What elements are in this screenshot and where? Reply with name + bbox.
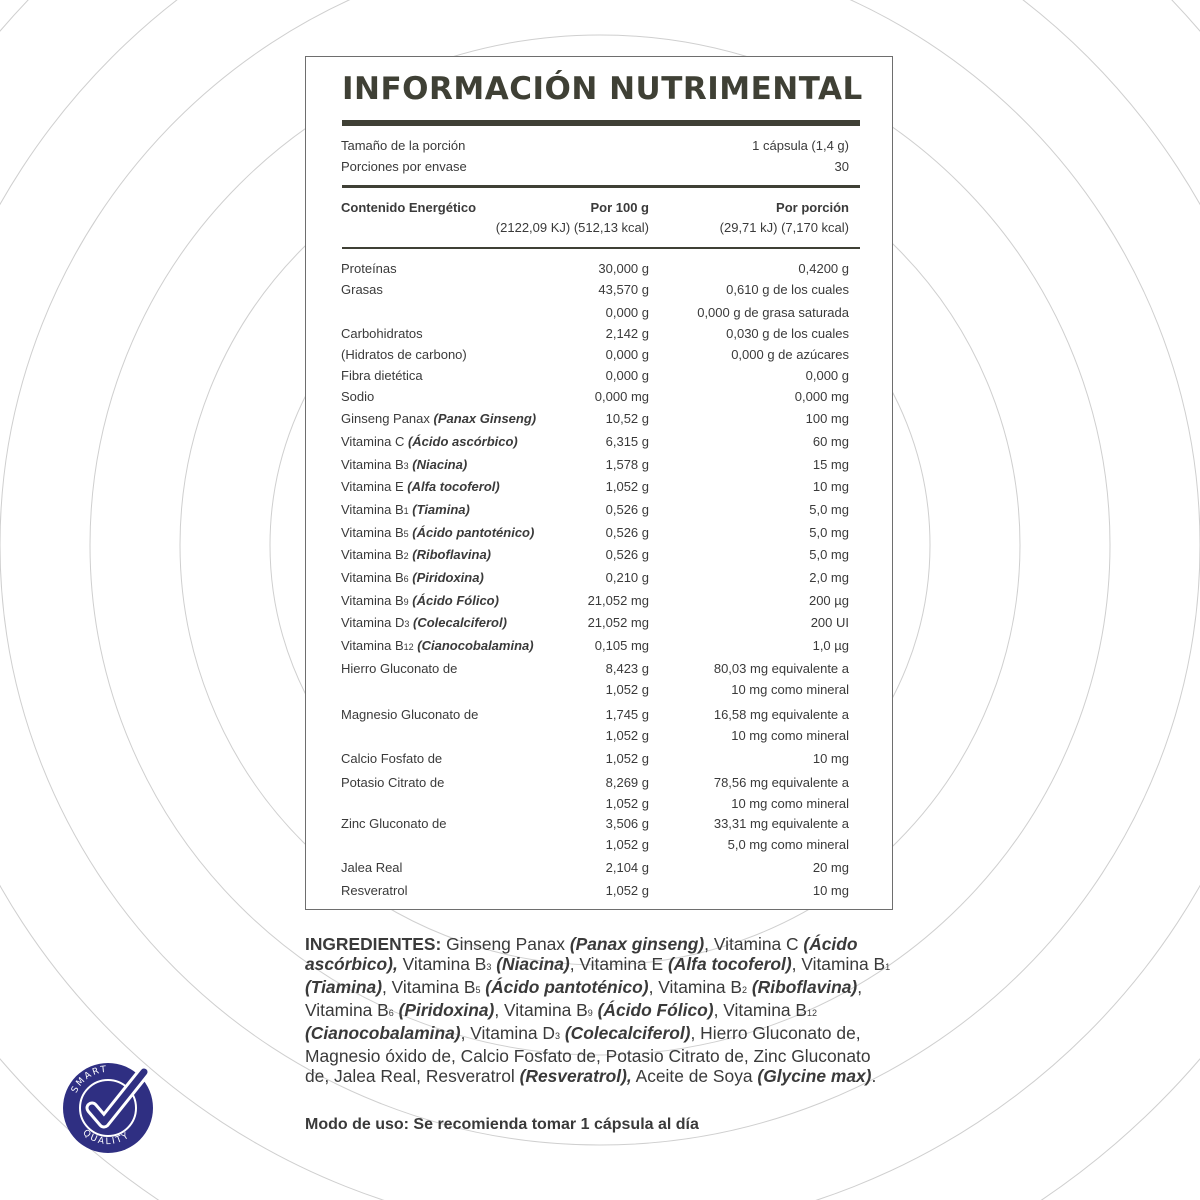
nutrient-perserving: 15 mg <box>812 457 849 472</box>
nutrient-name <box>341 638 534 655</box>
nutrient-perserving: 0,000 g de azúcares <box>731 347 849 362</box>
ingredient-text: Ginseng Panax <box>441 934 570 954</box>
serving-divider <box>342 185 860 188</box>
nutrient-name <box>341 525 534 542</box>
nutrient-name-text: Resveratrol <box>341 883 408 898</box>
ingredient-text: , Hierro Gluconato de, Magnesio óxido de, Calcio Fosfato de, Potasio Citrato de, Zinc Gluconato de, Jalea Real, Resveratrol <box>305 1023 871 1086</box>
nutrient-name-text: Grasas <box>341 282 383 297</box>
nutrient-subscript: 3 <box>403 461 409 471</box>
nutrient-name <box>341 389 374 405</box>
nutrient-per100: 10,52 g <box>605 411 649 426</box>
nutrient-name <box>341 261 397 277</box>
nutrient-name <box>341 479 500 495</box>
nutrient-per100: 2,104 g <box>605 860 649 875</box>
nutrient-subscript: 3 <box>404 619 410 629</box>
nutrient-perserving: 5,0 mg <box>809 547 849 562</box>
nutrient-name-text: Sodio <box>341 389 375 404</box>
nutrient-per100: 6,315 g <box>605 434 649 449</box>
nutrient-scientific-name: (Piridoxina) <box>412 570 484 585</box>
nutrient-name <box>341 593 499 610</box>
nutrient-scientific-name: (Alfa tocoferol) <box>407 479 500 494</box>
nutrient-per100: 30,000 g <box>598 261 649 276</box>
header-divider <box>342 247 860 249</box>
ingredient-scientific-name: (Resveratrol), <box>519 1066 632 1086</box>
nutrient-per100: 1,578 g <box>605 457 649 472</box>
nutrient-per100: 1,052 g <box>605 682 649 697</box>
ingredient-subscript: 3 <box>486 962 492 972</box>
ingredient-text: , Vitamina B <box>713 1000 808 1020</box>
nutrient-name <box>341 502 470 519</box>
per100-label: Por 100 g <box>590 200 649 215</box>
nutrient-per100: 1,052 g <box>605 751 649 766</box>
servings-count-value: 30 <box>834 159 849 174</box>
nutrient-perserving: 200 UI <box>810 615 849 630</box>
title-divider <box>342 120 860 126</box>
ingredient-text: , Vitamina B <box>494 1000 588 1020</box>
nutrient-perserving: 10 mg <box>812 751 849 766</box>
perserving-energy: (29,71 kJ) (7,170 kcal) <box>719 220 849 235</box>
serving-size-value: 1 cápsula (1,4 g) <box>752 138 849 153</box>
nutrient-per100: 1,052 g <box>605 883 649 898</box>
ingredients-lead: INGREDIENTES: <box>305 934 442 954</box>
ingredient-subscript: 6 <box>388 1008 394 1018</box>
nutrient-perserving: 10 mg como mineral <box>731 728 849 743</box>
ingredient-text: , Vitamina C <box>704 934 804 954</box>
nutrient-per100: 2,142 g <box>605 326 649 341</box>
panel-title: INFORMACIÓN NUTRIMENTAL <box>342 71 863 107</box>
nutrient-name <box>341 347 467 363</box>
nutrient-per100: 0,526 g <box>605 525 649 540</box>
nutrient-perserving: 100 mg <box>805 411 849 426</box>
ingredient-scientific-name: (Glycine max) <box>757 1066 872 1086</box>
nutrient-perserving: 0,000 g de grasa saturada <box>697 305 849 320</box>
nutrient-perserving: 0,030 g de los cuales <box>726 326 849 341</box>
ingredient-text: . <box>871 1066 877 1086</box>
nutrient-name-text: Proteínas <box>341 261 397 276</box>
nutrient-name-text: Vitamina E <box>341 479 404 494</box>
nutrient-name-text: Potasio Citrato de <box>341 775 445 790</box>
nutrient-name <box>341 457 467 474</box>
nutrient-per100: 1,052 g <box>605 837 649 852</box>
nutrient-name <box>341 816 447 832</box>
nutrient-scientific-name: (Riboflavina) <box>412 547 492 562</box>
nutrient-name <box>341 368 423 384</box>
nutrient-name <box>341 434 518 450</box>
nutrient-perserving: 5,0 mg <box>809 525 849 540</box>
nutrient-name <box>341 751 442 767</box>
nutrient-perserving: 78,56 mg equivalente a <box>713 775 849 790</box>
usage-instructions: Modo de uso: Se recomienda tomar 1 cápsula al día <box>305 1116 699 1133</box>
nutrient-subscript: 1 <box>403 506 409 516</box>
ingredient-text: Aceite de Soya <box>631 1066 758 1086</box>
nutrient-name-text: (Hidratos de carbono) <box>341 347 467 362</box>
nutrient-name-text: Vitamina B <box>341 457 404 472</box>
nutrient-subscript: 6 <box>403 574 409 584</box>
nutrient-scientific-name: (Ácido pantoténico) <box>412 525 535 540</box>
nutrient-perserving: 16,58 mg equivalente a <box>713 707 849 722</box>
nutrient-name <box>341 860 402 876</box>
nutrient-scientific-name: (Tiamina) <box>412 502 470 517</box>
nutrient-per100: 43,570 g <box>598 282 649 297</box>
nutrient-perserving: 200 µg <box>808 593 849 608</box>
nutrient-name <box>341 547 491 564</box>
nutrient-per100: 21,052 mg <box>587 615 649 630</box>
nutrient-perserving: 5,0 mg <box>809 502 849 517</box>
nutrient-per100: 0,000 g <box>605 347 649 362</box>
nutrient-subscript: 9 <box>403 597 409 607</box>
nutrition-panel <box>305 56 893 910</box>
nutrient-per100: 1,745 g <box>605 707 649 722</box>
nutrient-per100: 0,000 mg <box>594 389 649 404</box>
nutrient-perserving: 80,03 mg equivalente a <box>713 661 849 676</box>
nutrient-name-text: Vitamina B <box>341 593 404 608</box>
nutrient-scientific-name: (Niacina) <box>412 457 468 472</box>
nutrient-name-text: Vitamina B <box>341 502 404 517</box>
nutrient-per100: 1,052 g <box>605 728 649 743</box>
ingredient-subscript: 2 <box>742 985 748 995</box>
ingredient-subscript: 12 <box>807 1008 818 1018</box>
nutrient-name-text: Vitamina B <box>341 547 404 562</box>
ingredient-text: , Vitamina B <box>381 977 476 997</box>
ingredients-list <box>305 934 890 1086</box>
ingredient-scientific-name: (Alfa tocoferol) <box>667 954 792 974</box>
badge-bottom-text: QUALITY <box>80 1128 133 1148</box>
nutrient-per100: 8,269 g <box>605 775 649 790</box>
ingredient-subscript: 3 <box>554 1031 560 1041</box>
nutrient-per100: 0,105 mg <box>594 638 649 653</box>
nutrient-perserving: 0,000 g <box>805 368 849 383</box>
nutrient-name <box>341 282 383 298</box>
nutrient-subscript: 2 <box>403 551 409 561</box>
nutrient-per100: 0,000 g <box>605 305 649 320</box>
nutrient-perserving: 10 mg como mineral <box>731 682 849 697</box>
nutrient-per100: 0,526 g <box>605 502 649 517</box>
nutrient-per100: 3,506 g <box>605 816 649 831</box>
ingredient-text: , Vitamina E <box>569 954 668 974</box>
ingredient-scientific-name: (Riboflavina) <box>751 977 858 997</box>
nutrient-name <box>341 615 507 632</box>
ingredient-subscript: 1 <box>885 962 891 972</box>
nutrient-per100: 0,210 g <box>605 570 649 585</box>
ingredient-subscript: 9 <box>587 1008 593 1018</box>
nutrient-per100: 1,052 g <box>605 479 649 494</box>
nutrient-name <box>341 326 423 342</box>
nutrient-scientific-name: (Cianocobalamina) <box>417 638 534 653</box>
nutrient-perserving: 10 mg como mineral <box>731 796 849 811</box>
nutrient-perserving: 0,4200 g <box>798 261 849 276</box>
nutrient-perserving: 0,000 mg <box>794 389 849 404</box>
nutrient-name-text: Ginseng Panax <box>341 411 430 426</box>
nutrient-perserving: 2,0 mg <box>809 570 849 585</box>
nutrient-name-text: Calcio Fosfato de <box>341 751 443 766</box>
nutrient-name <box>341 775 444 791</box>
ingredient-scientific-name: (Tiamina) <box>305 977 382 997</box>
ingredient-text: Vitamina B <box>397 954 487 974</box>
nutrient-scientific-name: (Colecalciferol) <box>412 615 507 630</box>
nutrient-name-text: Zinc Gluconato de <box>341 816 447 831</box>
ingredients-text <box>305 934 895 1086</box>
nutrient-scientific-name: (Panax Ginseng) <box>433 411 537 426</box>
nutrient-perserving: 1,0 µg <box>812 638 849 653</box>
nutrient-scientific-name: (Ácido Fólico) <box>412 593 499 608</box>
nutrient-name-text: Vitamina C <box>341 434 405 449</box>
nutrient-subscript: 5 <box>403 529 409 539</box>
ingredient-subscript: 5 <box>475 985 481 995</box>
nutrient-name <box>341 661 457 677</box>
nutrient-name-text: Jalea Real <box>341 860 403 875</box>
ingredient-text: , Vitamina B <box>791 954 886 974</box>
nutrient-name-text: Vitamina B <box>341 570 404 585</box>
ingredient-scientific-name: (Panax ginseng) <box>569 934 705 954</box>
perserving-label: Por porción <box>776 200 849 215</box>
nutrient-name-text: Hierro Gluconato de <box>341 661 458 676</box>
nutrient-per100: 0,526 g <box>605 547 649 562</box>
nutrient-name <box>341 411 536 427</box>
nutrient-perserving: 0,610 g de los cuales <box>726 282 849 297</box>
nutrient-perserving: 20 mg <box>812 860 849 875</box>
ingredient-scientific-name: (Ácido Fólico) <box>597 1000 714 1020</box>
nutrient-name <box>341 707 478 723</box>
nutrient-name-text: Fibra dietética <box>341 368 423 383</box>
nutrient-per100: 21,052 mg <box>587 593 649 608</box>
badge-top-text: SMART <box>70 1064 109 1095</box>
nutrient-perserving: 33,31 mg equivalente a <box>713 816 849 831</box>
nutrient-perserving: 5,0 mg como mineral <box>727 837 849 852</box>
ingredient-scientific-name: (Cianocobalamina) <box>305 1023 461 1043</box>
nutrient-name-text: Magnesio Gluconato de <box>341 707 479 722</box>
ingredient-scientific-name: (Piridoxina) <box>398 1000 495 1020</box>
nutrient-name-text: Vitamina D <box>341 615 405 630</box>
ingredient-scientific-name: (Niacina) <box>496 954 570 974</box>
nutrient-scientific-name: (Ácido ascórbico) <box>407 434 518 449</box>
nutrient-perserving: 60 mg <box>812 434 849 449</box>
nutrient-name-text: Vitamina B <box>341 638 404 653</box>
serving-size-label: Tamaño de la porción <box>341 138 466 153</box>
ingredient-text: , Vitamina B <box>648 977 743 997</box>
nutrient-per100: 1,052 g <box>605 796 649 811</box>
nutrient-per100: 8,423 g <box>605 661 649 676</box>
ingredient-scientific-name: (Ácido ascórbico), <box>305 934 858 974</box>
ingredient-scientific-name: (Colecalciferol) <box>564 1023 691 1043</box>
nutrient-name <box>341 570 484 587</box>
nutrient-name-text: Vitamina B <box>341 525 404 540</box>
smart-quality-badge-icon <box>58 1056 158 1156</box>
nutrient-name-text: Carbohidratos <box>341 326 423 341</box>
nutrient-perserving: 10 mg <box>812 883 849 898</box>
nutrient-per100: 0,000 g <box>605 368 649 383</box>
nutrient-name <box>341 883 407 899</box>
nutrient-subscript: 12 <box>403 642 414 652</box>
servings-count-label: Porciones por envase <box>341 159 467 174</box>
ingredient-text: , Vitamina D <box>460 1023 555 1043</box>
nutrient-perserving: 10 mg <box>812 479 849 494</box>
energy-label: Contenido Energético <box>341 200 477 215</box>
ingredient-text: , Vitamina B <box>305 977 863 1020</box>
ingredient-scientific-name: (Ácido pantoténico) <box>485 977 649 997</box>
per100-energy: (2122,09 KJ) (512,13 kcal) <box>495 220 649 235</box>
